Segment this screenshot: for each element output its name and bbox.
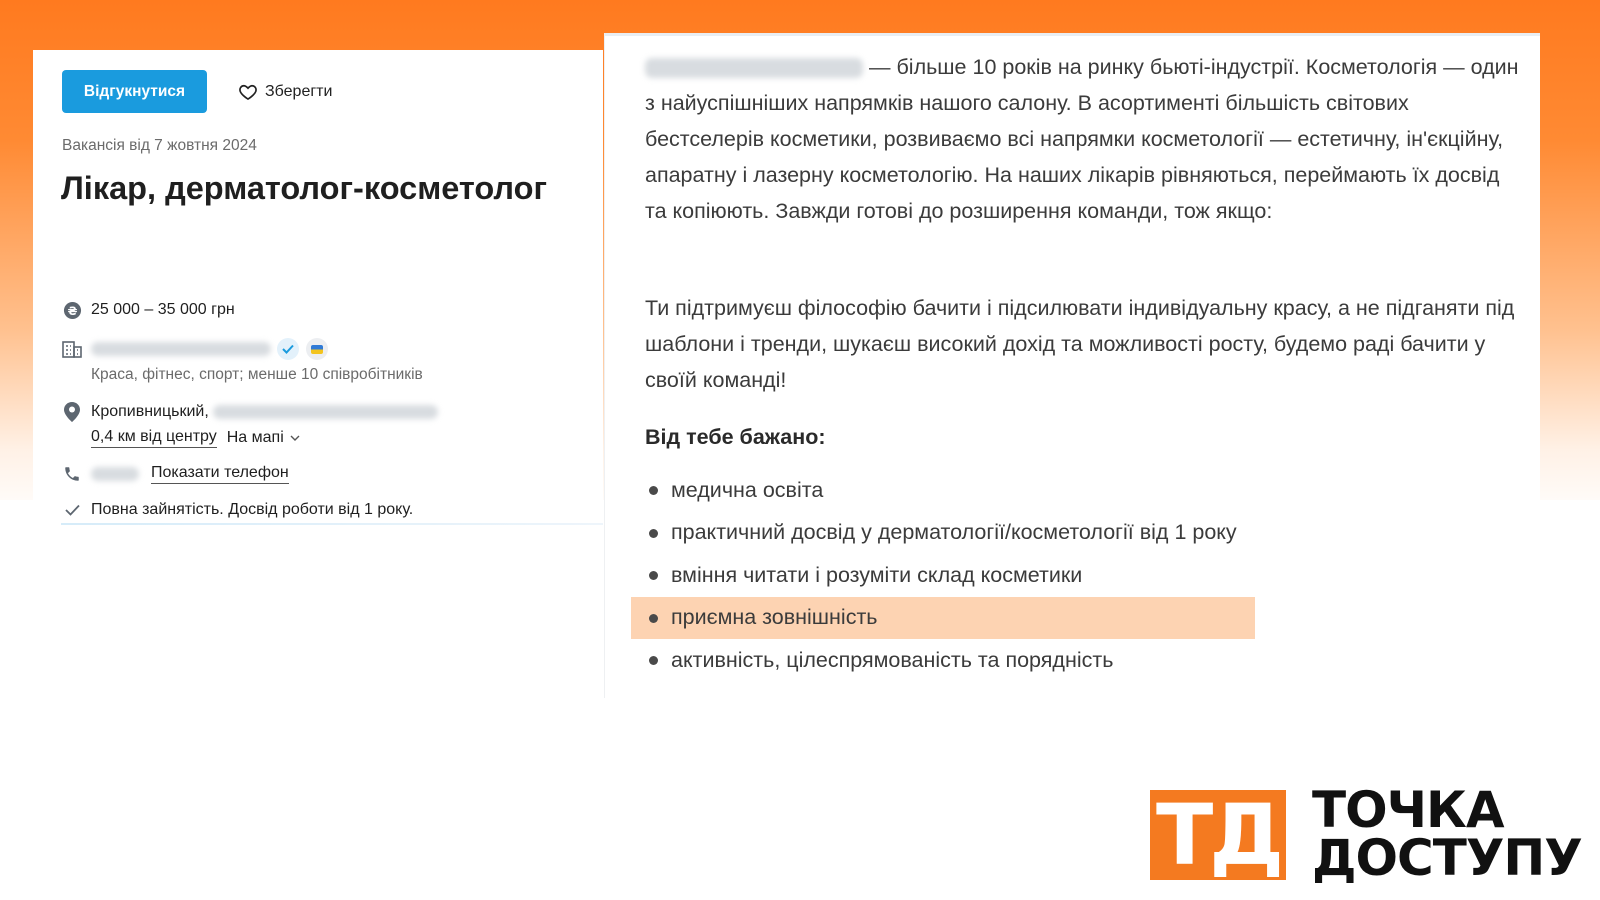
phone-row (62, 464, 289, 484)
map-toggle[interactable] (227, 429, 300, 447)
city-text: Кропивницький, (91, 403, 209, 420)
industry-info: Краса, фітнес, спорт; менше 10 співробітників (91, 366, 423, 383)
check-icon (62, 500, 82, 520)
save-button[interactable] (238, 77, 332, 107)
logo-wordmark (1312, 781, 1582, 887)
company-row (62, 338, 328, 360)
ukraine-flag-icon (306, 338, 328, 360)
list-item: практичний досвід у дерматології/косметології від 1 року (631, 512, 1255, 555)
requirements-list (631, 469, 1255, 682)
chevron-down-icon (290, 435, 300, 442)
card-top-border (605, 33, 1540, 36)
verified-check-icon (277, 338, 299, 360)
logo-line-1: ТОЧКА (1312, 781, 1504, 839)
posted-date: Вакансія від 7 жовтня 2024 (62, 137, 257, 154)
phone-number-redacted (91, 467, 139, 481)
bullet (649, 614, 658, 623)
save-label: Зберегти (265, 83, 333, 100)
company-name-redacted-inline (645, 58, 863, 78)
list-item: медична освіта (631, 469, 1255, 512)
intro-paragraph: — більше 10 років на ринку бьюті-індустрії. Косметологія — один з найуспішніших напрямків нашого салону. В асортименті більшість світових бестселерів косметики, розвиваємо всі напрямки косметології — естетичну, ін'єкційну, апаратну і лазерну косметологію. На наших лікарів рівняються, переймають їх досвід та копіюють. Завжди готові до розширення команди, тож якщо: (645, 55, 1519, 223)
money-icon (62, 300, 82, 320)
company-name-redacted[interactable] (91, 342, 271, 356)
address-redacted (213, 405, 438, 419)
vacancy-description-card (604, 33, 1540, 698)
map-label: На мапі (226, 429, 284, 446)
salary-text: 25 000 – 35 000 грн (91, 301, 235, 318)
list-item: активність, цілеспрямованість та порядність (631, 639, 1255, 682)
vacancy-summary-card (33, 50, 603, 525)
distance-link[interactable]: 0,4 км від центру (91, 428, 217, 448)
location-pin-icon (62, 402, 82, 422)
building-icon (62, 339, 82, 359)
show-phone-link[interactable]: Показати телефон (151, 464, 289, 484)
list-item: вміння читати і розуміти склад косметики (631, 554, 1255, 597)
location-details (91, 428, 300, 448)
employment-text: Повна зайнятість. Досвід роботи від 1 року. (91, 501, 414, 518)
location-row (62, 402, 438, 422)
logo-mark (1150, 786, 1286, 884)
bullet (649, 571, 658, 580)
heart-icon (238, 82, 258, 102)
employment-row (62, 500, 413, 520)
apply-button[interactable]: Відгукнутися (62, 70, 207, 113)
logo-letters: ТД (1155, 786, 1281, 884)
requirements-heading: Від тебе бажано: (645, 425, 826, 449)
card-divider (61, 523, 603, 525)
bullet (649, 529, 658, 538)
list-item-highlighted: приємна зовнішність (631, 597, 1255, 640)
job-title: Лікар, дерматолог-косметолог (61, 170, 548, 206)
bullet (649, 486, 658, 495)
logo-line-2: ДОСТУПУ (1312, 829, 1582, 887)
phone-icon (62, 464, 82, 484)
salary-row (62, 300, 235, 320)
culture-paragraph: Ти підтримуєш філософію бачити і підсилювати індивідуальну красу, а не підганяти під шаблони і тренди, шукаєш високий дохід та можливості росту, будемо раді бачити у своїй команді! (645, 296, 1515, 392)
bullet (649, 656, 658, 665)
svg-text:₴: ₴ (67, 303, 77, 318)
